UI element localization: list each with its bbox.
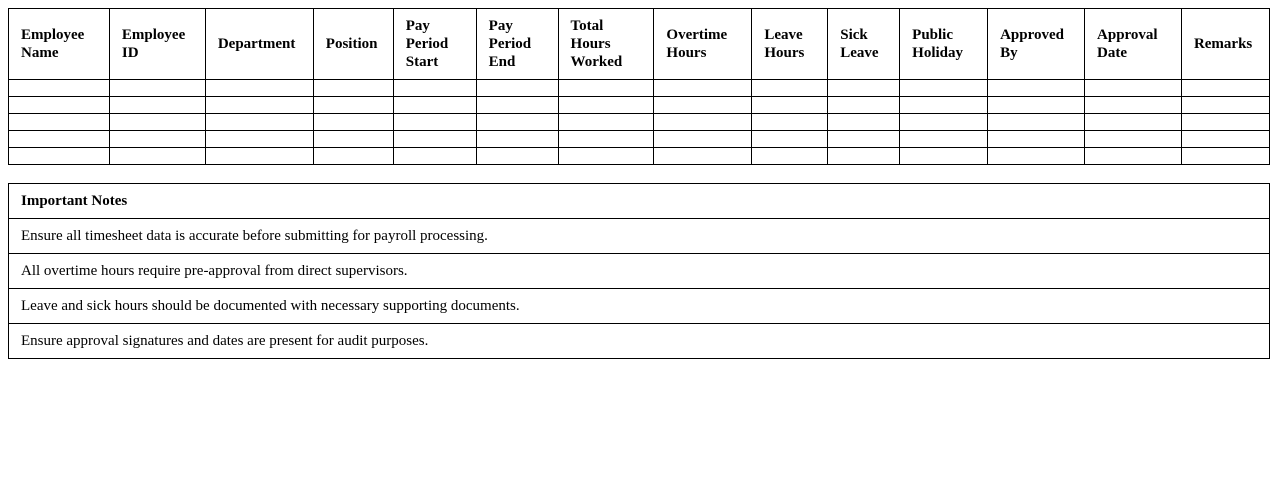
table-cell[interactable] <box>109 97 205 114</box>
column-header-pay-period-end: Pay Period End <box>476 9 558 80</box>
table-cell[interactable] <box>558 131 654 148</box>
note-row <box>9 219 1270 254</box>
table-cell[interactable] <box>988 80 1085 97</box>
column-header-pay-period-start: Pay Period Start <box>393 9 476 80</box>
timesheet-body <box>9 80 1270 165</box>
table-cell[interactable] <box>1085 80 1182 97</box>
notes-title: Important Notes <box>9 184 1270 219</box>
table-cell[interactable] <box>393 114 476 131</box>
table-cell[interactable] <box>900 131 988 148</box>
table-row <box>9 114 1270 131</box>
table-cell[interactable] <box>558 148 654 165</box>
table-cell[interactable] <box>900 97 988 114</box>
table-cell[interactable] <box>988 148 1085 165</box>
table-cell[interactable] <box>900 148 988 165</box>
note-item: Ensure all timesheet data is accurate before submitting for payroll processing. <box>9 219 1270 254</box>
table-cell[interactable] <box>313 114 393 131</box>
table-cell[interactable] <box>476 114 558 131</box>
table-cell[interactable] <box>1181 97 1269 114</box>
table-cell[interactable] <box>109 114 205 131</box>
table-cell[interactable] <box>1085 131 1182 148</box>
table-cell[interactable] <box>1085 148 1182 165</box>
table-cell[interactable] <box>654 131 752 148</box>
notes-title-row <box>9 184 1270 219</box>
table-cell[interactable] <box>752 148 828 165</box>
table-cell[interactable] <box>393 148 476 165</box>
table-cell[interactable] <box>1181 148 1269 165</box>
table-cell[interactable] <box>828 148 900 165</box>
table-cell[interactable] <box>558 97 654 114</box>
table-cell[interactable] <box>828 80 900 97</box>
table-cell[interactable] <box>558 80 654 97</box>
note-item: Leave and sick hours should be documented with necessary supporting documents. <box>9 289 1270 324</box>
table-cell[interactable] <box>109 80 205 97</box>
table-cell[interactable] <box>9 114 110 131</box>
table-cell[interactable] <box>828 97 900 114</box>
table-row <box>9 131 1270 148</box>
table-cell[interactable] <box>205 80 313 97</box>
column-header-department: Department <box>205 9 313 80</box>
notes-table <box>8 183 1270 359</box>
table-cell[interactable] <box>1085 114 1182 131</box>
column-header-remarks: Remarks <box>1181 9 1269 80</box>
table-cell[interactable] <box>393 80 476 97</box>
table-cell[interactable] <box>654 97 752 114</box>
table-cell[interactable] <box>9 80 110 97</box>
table-cell[interactable] <box>109 131 205 148</box>
column-header-public-holiday: Public Holiday <box>900 9 988 80</box>
table-cell[interactable] <box>205 114 313 131</box>
table-cell[interactable] <box>752 131 828 148</box>
table-cell[interactable] <box>476 97 558 114</box>
note-row <box>9 324 1270 359</box>
table-cell[interactable] <box>205 97 313 114</box>
table-row <box>9 97 1270 114</box>
table-cell[interactable] <box>393 97 476 114</box>
table-cell[interactable] <box>205 148 313 165</box>
table-cell[interactable] <box>654 80 752 97</box>
timesheet-table <box>8 8 1270 165</box>
table-cell[interactable] <box>313 131 393 148</box>
note-row <box>9 254 1270 289</box>
column-header-employee-id: Employee ID <box>109 9 205 80</box>
table-cell[interactable] <box>828 131 900 148</box>
table-cell[interactable] <box>988 114 1085 131</box>
table-cell[interactable] <box>1181 114 1269 131</box>
table-cell[interactable] <box>752 114 828 131</box>
column-header-approved-by: Approved By <box>988 9 1085 80</box>
timesheet-header-row <box>9 9 1270 80</box>
table-cell[interactable] <box>988 131 1085 148</box>
table-cell[interactable] <box>1181 131 1269 148</box>
note-item: All overtime hours require pre-approval from direct supervisors. <box>9 254 1270 289</box>
table-cell[interactable] <box>109 148 205 165</box>
column-header-approval-date: Approval Date <box>1085 9 1182 80</box>
note-row <box>9 289 1270 324</box>
table-cell[interactable] <box>313 80 393 97</box>
column-header-overtime-hours: Overtime Hours <box>654 9 752 80</box>
table-cell[interactable] <box>828 114 900 131</box>
table-cell[interactable] <box>9 131 110 148</box>
table-cell[interactable] <box>654 148 752 165</box>
table-row <box>9 80 1270 97</box>
table-cell[interactable] <box>476 80 558 97</box>
column-header-leave-hours: Leave Hours <box>752 9 828 80</box>
table-cell[interactable] <box>9 148 110 165</box>
table-cell[interactable] <box>900 114 988 131</box>
table-cell[interactable] <box>1181 80 1269 97</box>
table-cell[interactable] <box>313 148 393 165</box>
table-cell[interactable] <box>988 97 1085 114</box>
table-cell[interactable] <box>205 131 313 148</box>
table-cell[interactable] <box>9 97 110 114</box>
table-row <box>9 148 1270 165</box>
table-cell[interactable] <box>476 148 558 165</box>
table-cell[interactable] <box>752 80 828 97</box>
table-cell[interactable] <box>752 97 828 114</box>
table-cell[interactable] <box>654 114 752 131</box>
table-cell[interactable] <box>476 131 558 148</box>
note-item: Ensure approval signatures and dates are present for audit purposes. <box>9 324 1270 359</box>
table-cell[interactable] <box>313 97 393 114</box>
table-cell[interactable] <box>900 80 988 97</box>
column-header-sick-leave: Sick Leave <box>828 9 900 80</box>
table-cell[interactable] <box>1085 97 1182 114</box>
table-cell[interactable] <box>393 131 476 148</box>
column-header-position: Position <box>313 9 393 80</box>
column-header-total-hours-worked: Total Hours Worked <box>558 9 654 80</box>
table-cell[interactable] <box>558 114 654 131</box>
column-header-employee-name: Employee Name <box>9 9 110 80</box>
